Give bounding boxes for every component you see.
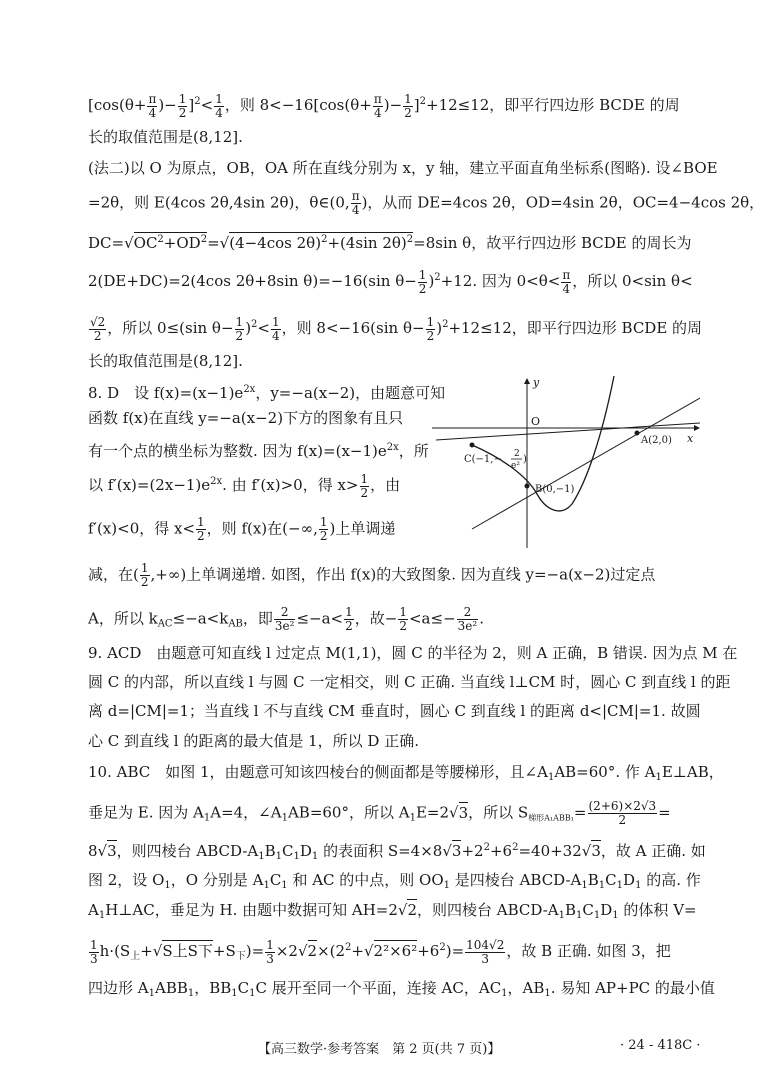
- text: +(4sin 2θ): [327, 234, 407, 252]
- text: )−: [383, 96, 403, 114]
- numerator: 1: [399, 605, 407, 619]
- text: ≤−a<: [296, 609, 344, 628]
- text: 和 AC 的中点，则 OO: [287, 871, 444, 889]
- radicand: 3: [107, 842, 117, 860]
- radicand: 2: [407, 901, 418, 919]
- text-line: 长的取值范围是(8,12].: [88, 352, 243, 370]
- x-axis-label: x: [687, 432, 694, 445]
- text: ×2: [275, 942, 298, 960]
- text: <: [200, 96, 214, 114]
- text: D: [623, 871, 636, 889]
- text: (4−4cos 2θ): [229, 234, 322, 252]
- subscript: 1: [164, 880, 171, 891]
- superscript: 2: [512, 842, 519, 853]
- text-line: [88, 562, 655, 589]
- footer-code: · 24 - 418C ·: [620, 1038, 701, 1053]
- superscript: 2: [321, 234, 328, 245]
- subscript: 1: [281, 880, 288, 891]
- text: ，则四棱台 ABCD-A: [116, 842, 259, 860]
- text: )，从而 DE=4cos 2θ，OD=4sin 2θ，OC=4−4cos 2θ，: [361, 193, 764, 212]
- sqrt-sign: √: [124, 234, 134, 252]
- text: DC=: [88, 234, 125, 252]
- denominator: 4: [215, 105, 223, 120]
- text: 以 f′(x)=(2x−1)e: [88, 476, 211, 494]
- text: ,+∞)上单调递增. 如图，作出 f(x)的大致图象. 因为直线 y=−a(x−2)过定点: [150, 565, 656, 584]
- text: 8: [88, 842, 98, 860]
- text-line: [88, 516, 395, 543]
- text: )=: [245, 942, 265, 960]
- text: 8. D 设 f(x)=(x−1)e: [88, 384, 244, 402]
- text: A=4，∠A: [210, 803, 282, 822]
- numerator: 1: [418, 267, 427, 282]
- text-line: [88, 472, 400, 500]
- superscript: 2: [483, 842, 490, 853]
- text: ，BB: [194, 979, 232, 997]
- subscript: 1: [593, 910, 601, 921]
- text-line: 9. ACD 由题意可知直线 l 过定点 M(1,1)，圆 C 的半径为 2，则 A 正确，B 错误. 因为点 M 在: [88, 644, 738, 662]
- superscript: 2: [419, 96, 426, 107]
- text: +: [140, 942, 153, 960]
- text-line: [88, 230, 692, 253]
- text-line: [88, 315, 702, 343]
- sqrt-sign: √: [152, 942, 163, 960]
- text: =8sin θ，故平行四边形 BCDE 的周长为: [413, 234, 692, 252]
- text: ，AB: [507, 979, 545, 997]
- subscript: 1: [616, 880, 624, 891]
- numerator: π: [562, 267, 571, 282]
- text: D: [600, 901, 613, 919]
- sqrt-sign: √: [442, 842, 452, 860]
- fraction: [561, 269, 571, 296]
- text: H⊥AC，垂足为 H. 由题中数据可知 AH=2: [105, 901, 398, 919]
- denominator: 2: [618, 813, 627, 827]
- denominator: 3: [90, 951, 98, 966]
- fraction: [403, 93, 413, 120]
- numerator: 1: [360, 471, 369, 486]
- radicand: 3: [591, 842, 601, 860]
- subscript: 上: [130, 951, 141, 962]
- numerator: 104√2: [466, 937, 505, 952]
- sqrt-sign: √: [297, 942, 308, 960]
- superscript: 2: [200, 234, 208, 245]
- point-B-label: B(0,−1): [535, 484, 575, 495]
- text: 垂足为 E. 因为 A: [88, 803, 204, 822]
- text: )−: [158, 96, 177, 114]
- superscript: 2: [434, 272, 441, 283]
- text: +S: [212, 942, 236, 960]
- text-line: [88, 92, 680, 120]
- text: h·(S: [99, 942, 131, 960]
- superscript: 2x: [243, 384, 256, 395]
- denominator: 3e²: [274, 619, 295, 633]
- numerator: 1: [235, 314, 244, 329]
- point-B-dot: [525, 484, 530, 489]
- fraction: [89, 939, 99, 966]
- text-line: (法二)以 O 为原点，OB，OA 所在直线分别为 x，y 轴，建立平面直角坐标系(图略). 设∠BOE: [88, 159, 718, 177]
- numerator: 2: [274, 606, 296, 620]
- denominator: 2: [319, 529, 328, 543]
- text: +: [351, 942, 364, 960]
- subscript: 1: [544, 988, 551, 999]
- subscript: 1: [547, 772, 555, 783]
- text: ]: [413, 96, 420, 114]
- subscript: 梯形A₁ABB₁: [528, 813, 574, 823]
- text: ，由: [370, 476, 401, 494]
- fraction: [265, 939, 275, 966]
- subscript: AC: [157, 618, 173, 630]
- sqrt-sign: √: [397, 901, 408, 919]
- text: +6: [417, 942, 440, 960]
- denominator: 2: [418, 281, 427, 296]
- y-axis-label: y: [533, 376, 540, 389]
- text: +6: [489, 842, 513, 860]
- fraction: [418, 269, 428, 296]
- text-line: [88, 380, 445, 403]
- sqrt-sign: √: [97, 842, 108, 860]
- numerator: 1: [272, 314, 280, 329]
- text: 有一个点的横坐标为整数. 因为 f(x)=(x−1)e: [88, 442, 387, 460]
- text: ，则 f(x)在(−∞,: [206, 519, 318, 538]
- fraction: [319, 516, 329, 543]
- text: 四边形 A: [88, 979, 149, 997]
- text: 图 2，设 O: [88, 871, 165, 889]
- text-line: [88, 870, 701, 896]
- subscript: 1: [187, 988, 195, 999]
- denominator: 3: [266, 951, 274, 966]
- numerator: 1: [404, 91, 412, 106]
- function-graph: [432, 376, 700, 550]
- subscript: 1: [558, 910, 565, 921]
- radicand: 3: [458, 803, 469, 822]
- subscript: 1: [581, 880, 588, 891]
- text: ，故 A 正确. 如: [600, 842, 706, 860]
- point-C-suffix: ): [523, 454, 527, 465]
- text: 减，在(: [88, 565, 139, 584]
- text: B: [264, 842, 276, 860]
- subscript: 1: [148, 988, 155, 999]
- text: +12≤12，即平行四边形 BCDE 的周: [448, 319, 703, 337]
- numerator: π: [373, 91, 382, 106]
- superscript: 2x: [386, 442, 399, 453]
- point-C-dot: [470, 443, 475, 448]
- subscript: 1: [293, 851, 300, 862]
- text: <a≤−: [408, 609, 456, 628]
- fraction: [274, 606, 296, 633]
- text-line: [88, 606, 484, 635]
- subscript: AB: [228, 618, 243, 630]
- text: ABB: [154, 979, 188, 997]
- point-A-label: A(2,0): [641, 435, 672, 446]
- text: <: [257, 319, 270, 337]
- sqrt-sign: √: [581, 842, 592, 860]
- text: A，所以 k: [88, 609, 158, 628]
- fraction: [344, 606, 354, 633]
- text: +2: [461, 842, 484, 860]
- fraction: [457, 606, 479, 633]
- text: C: [269, 871, 282, 889]
- subscript: 1: [501, 988, 508, 999]
- fraction: [360, 473, 370, 500]
- text-line: [88, 838, 706, 867]
- text: 是四棱台 ABCD-A: [450, 871, 582, 889]
- denominator: 4: [148, 105, 157, 120]
- radicand: 2²×6²: [373, 942, 418, 960]
- fraction: [398, 606, 408, 633]
- subscript: 1: [263, 880, 270, 891]
- denominator: 4: [373, 105, 382, 120]
- numerator: 2: [457, 606, 479, 620]
- denominator: 2: [140, 575, 149, 589]
- subscript: 1: [249, 988, 256, 999]
- text: =: [207, 234, 220, 252]
- text: ，所以 0≤(sin θ−: [107, 319, 234, 337]
- text: D: [299, 842, 312, 860]
- denominator: 3: [481, 951, 490, 966]
- superscript: 2: [157, 234, 164, 245]
- subscript: 1: [311, 851, 319, 862]
- numerator: 1: [319, 515, 328, 529]
- text: ，O 分别是 A: [170, 871, 264, 889]
- text-line: 离 d=|CM|=1；当直线 l 不与直线 CM 垂直时，圆心 C 到直线 l 的距离 d<|CM|=1. 故圆: [88, 702, 701, 720]
- subscript: 1: [231, 988, 238, 999]
- sqrt-sign: √: [363, 942, 374, 960]
- text: . 由 f′(x)>0，得 x>: [222, 476, 359, 494]
- subscript: 1: [612, 910, 619, 921]
- subscript: 1: [655, 772, 662, 783]
- text: AB=60°. 作 A: [554, 763, 656, 781]
- point-C-label: C(−1,−: [464, 454, 502, 465]
- text: C: [237, 979, 250, 997]
- numerator: 1: [345, 605, 353, 619]
- numerator: 1: [426, 314, 435, 329]
- text-line: [88, 438, 429, 461]
- sqrt-sign: √: [219, 234, 230, 252]
- text: +12≤12，即平行四边形 BCDE 的周: [426, 96, 680, 114]
- text: ，则四棱台 ABCD-A: [417, 901, 559, 919]
- subscript: 1: [443, 880, 451, 891]
- text: 2(DE+DC)=2(4cos 2θ+8sin θ)=−16(sin θ−: [88, 272, 417, 290]
- numerator: 1: [140, 561, 149, 575]
- denominator: 3e²: [457, 619, 478, 633]
- fraction: [271, 316, 281, 343]
- numerator: (2+6)×2√3: [588, 799, 657, 813]
- radicand: 3: [451, 842, 462, 860]
- subscript: 下: [235, 951, 246, 962]
- numerator: 1: [266, 937, 274, 952]
- subscript: 1: [598, 880, 606, 891]
- text-line: 心 C 到直线 l 的距离的最大值是 1，所以 D 正确.: [88, 732, 419, 750]
- text: +OD: [163, 234, 201, 252]
- text: )=: [445, 942, 465, 960]
- denominator: 2: [178, 105, 187, 120]
- text: 的表面积 S=4×8: [318, 842, 443, 860]
- subscript: 1: [576, 910, 583, 921]
- text: AB=60°，所以 A: [287, 803, 410, 822]
- denominator: 2: [345, 619, 353, 633]
- radicand: S上S下: [162, 942, 213, 960]
- text: .: [479, 609, 484, 628]
- fraction: [351, 190, 361, 217]
- text-line: 长的取值范围是(8,12].: [88, 128, 243, 146]
- text: ，所以 0<sin θ<: [572, 272, 693, 290]
- text: =: [658, 803, 671, 822]
- sqrt-sign: √: [449, 803, 459, 822]
- point-C-frac-den: e²: [511, 461, 520, 471]
- subscript: 1: [258, 851, 265, 862]
- text-line: [88, 900, 697, 926]
- fraction: [140, 562, 150, 589]
- text: 10. ABC 如图 1，由题意可知该四棱台的侧面都是等腰梯形，且∠A: [88, 763, 548, 781]
- text: ，则 8<−16(sin θ−: [281, 319, 425, 337]
- superscript: 2: [439, 942, 446, 953]
- text: C: [605, 871, 617, 889]
- text: =2θ，则 E(4cos 2θ,4sin 2θ)，θ∈(0,: [88, 193, 350, 212]
- text: ，y=−a(x−2)，由题意可知: [255, 384, 446, 402]
- superscript: 2: [442, 319, 449, 330]
- numerator: 1: [215, 91, 223, 106]
- text: E=2: [415, 803, 450, 822]
- fraction: [196, 516, 206, 543]
- text: =: [573, 803, 587, 822]
- superscript: 2: [251, 319, 258, 330]
- fraction: [89, 316, 106, 343]
- text: C: [282, 842, 294, 860]
- radicand: [229, 232, 413, 252]
- denominator: 4: [562, 281, 571, 296]
- text-line: [88, 762, 724, 788]
- text: =40+32: [518, 842, 582, 860]
- numerator: √2: [90, 314, 106, 329]
- subscript: 1: [409, 812, 416, 824]
- denominator: 2: [399, 619, 407, 633]
- text: ，所以 S: [468, 803, 529, 822]
- superscript: 2x: [210, 476, 223, 487]
- text: 的高. 作: [641, 871, 701, 889]
- text: ): [245, 319, 252, 337]
- footer-page-info: 【高三数学·参考答案 第 2 页(共 7 页)】: [258, 1042, 501, 1057]
- text: ，则 8<−16[cos(θ+: [224, 96, 372, 114]
- text: ): [428, 272, 435, 290]
- fraction: [178, 93, 188, 120]
- superscript: 2: [406, 234, 414, 245]
- text: ，即: [242, 609, 273, 628]
- text: C: [582, 901, 594, 919]
- fraction: [465, 939, 505, 966]
- text: [cos(θ+: [88, 96, 147, 114]
- text-line: [88, 800, 671, 829]
- fraction: [426, 316, 436, 343]
- text: ]: [188, 96, 195, 114]
- text: 的体积 V=: [618, 901, 697, 919]
- subscript: 1: [281, 812, 288, 824]
- subscript: 1: [203, 812, 211, 824]
- text: B: [564, 901, 577, 919]
- numerator: 1: [197, 515, 205, 529]
- text: A: [88, 901, 99, 919]
- fraction: [373, 93, 383, 120]
- text-line: 函数 f(x)在直线 y=−a(x−2)下方的图象有且只: [88, 409, 404, 427]
- text: . 易知 AP+PC 的最小值: [550, 979, 715, 997]
- x-axis-arrow: [694, 425, 700, 431]
- text: f′(x)<0，得 x<: [88, 519, 196, 538]
- point-C-frac-num: 2: [514, 449, 520, 459]
- origin-label: O: [531, 415, 541, 428]
- denominator: 2: [360, 485, 369, 500]
- superscript: 2: [194, 96, 201, 107]
- numerator: π: [148, 91, 157, 106]
- denominator: 4: [351, 203, 360, 217]
- subscript: 1: [635, 880, 642, 891]
- radicand: [134, 232, 207, 252]
- text: ，所: [398, 442, 429, 460]
- numerator: 1: [178, 91, 187, 106]
- text-line: [88, 268, 693, 296]
- subscript: 1: [275, 851, 283, 862]
- fraction: [147, 93, 157, 120]
- superscript: 2: [345, 942, 352, 953]
- text-line: [88, 938, 671, 967]
- text: E⊥AB，: [661, 763, 724, 781]
- text: ，故 B 正确. 如图 3，把: [506, 942, 671, 960]
- text: )上单调递: [329, 519, 396, 538]
- text: ≤−a<k: [172, 609, 229, 628]
- text-line: [88, 190, 764, 217]
- fraction: [588, 800, 658, 827]
- y-axis-arrow: [524, 378, 530, 384]
- denominator: 2: [235, 328, 244, 343]
- text-line: [88, 978, 715, 1004]
- numerator: 1: [90, 937, 98, 952]
- fraction: [214, 93, 224, 120]
- text: C 展开至同一个平面，连接 AC，AC: [255, 979, 502, 997]
- text: +12. 因为 0<θ<: [440, 272, 561, 290]
- denominator: 2: [93, 328, 102, 343]
- denominator: 2: [426, 328, 435, 343]
- text-line: 圆 C 的内部，所以直线 l 与圆 C 一定相交，则 C 正确. 当直线 l⊥CM 时，圆心 C 到直线 l 的距: [88, 673, 731, 691]
- text: OC: [133, 234, 158, 252]
- denominator: 2: [404, 105, 412, 120]
- numerator: π: [351, 189, 360, 203]
- text: ，故−: [354, 609, 398, 628]
- text: ): [436, 319, 443, 337]
- fraction: [235, 316, 245, 343]
- point-A-dot: [635, 431, 640, 436]
- text: ×(2: [317, 942, 346, 960]
- text: B: [587, 871, 599, 889]
- radicand: 2: [307, 942, 318, 960]
- denominator: 4: [272, 328, 280, 343]
- subscript: 1: [98, 910, 106, 921]
- denominator: 2: [197, 529, 205, 543]
